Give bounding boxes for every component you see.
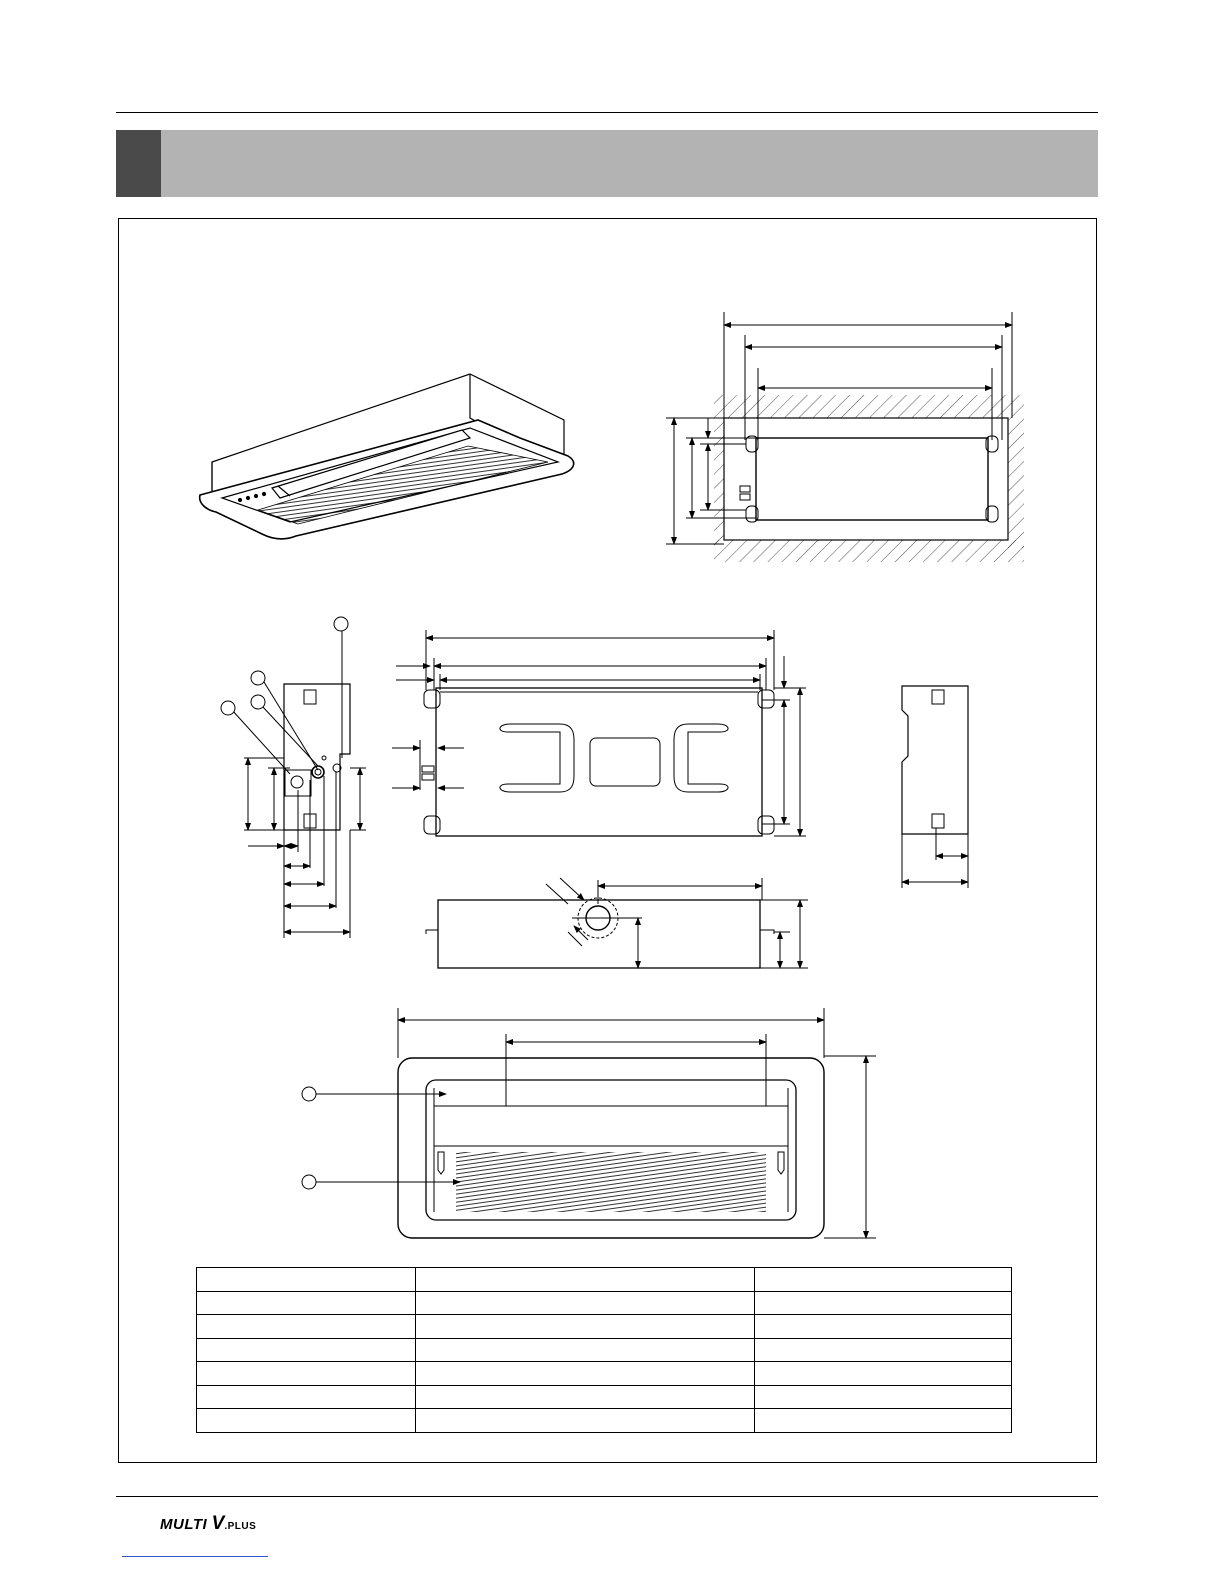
- table-cell: [755, 1362, 1012, 1386]
- brand-logo-v: V: [211, 1513, 225, 1534]
- top-view: [392, 630, 806, 836]
- brand-logo-main: MULTI: [160, 1516, 208, 1533]
- table-cell: [197, 1385, 416, 1409]
- table-cell: [197, 1338, 416, 1362]
- table-row: [197, 1315, 1012, 1339]
- table-row: [197, 1268, 1012, 1292]
- brand-logo: [160, 1513, 256, 1535]
- table-cell: [755, 1409, 1012, 1433]
- table-cell: [415, 1409, 755, 1433]
- table-row: [197, 1409, 1012, 1433]
- table-row: [197, 1385, 1012, 1409]
- table-cell: [415, 1362, 755, 1386]
- side-view-left: [221, 617, 366, 938]
- footer-rule: [116, 1496, 1098, 1497]
- table-row: [197, 1362, 1012, 1386]
- side-view-right: [902, 686, 968, 888]
- table-cell: [755, 1315, 1012, 1339]
- isometric-view: [200, 374, 574, 539]
- table-cell: [415, 1338, 755, 1362]
- table-cell: [415, 1291, 755, 1315]
- spec-table: [196, 1267, 1012, 1433]
- table-cell: [197, 1315, 416, 1339]
- table-row: [197, 1338, 1012, 1362]
- footer-link-underline[interactable]: [122, 1556, 268, 1557]
- table-cell: [755, 1338, 1012, 1362]
- table-cell: [197, 1268, 416, 1292]
- table-cell: [197, 1362, 416, 1386]
- table-cell: [197, 1409, 416, 1433]
- table-row: [197, 1291, 1012, 1315]
- installation-view: [666, 312, 1024, 562]
- table-cell: [755, 1268, 1012, 1292]
- table-cell: [755, 1385, 1012, 1409]
- table-cell: [755, 1291, 1012, 1315]
- brand-logo-plus: .PLUS: [224, 1521, 257, 1532]
- table-cell: [415, 1385, 755, 1409]
- table-cell: [415, 1315, 755, 1339]
- table-cell: [415, 1268, 755, 1292]
- table-cell: [197, 1291, 416, 1315]
- spec-table-body: [197, 1268, 1012, 1433]
- front-view: [426, 878, 808, 968]
- panel-view: [302, 1008, 876, 1238]
